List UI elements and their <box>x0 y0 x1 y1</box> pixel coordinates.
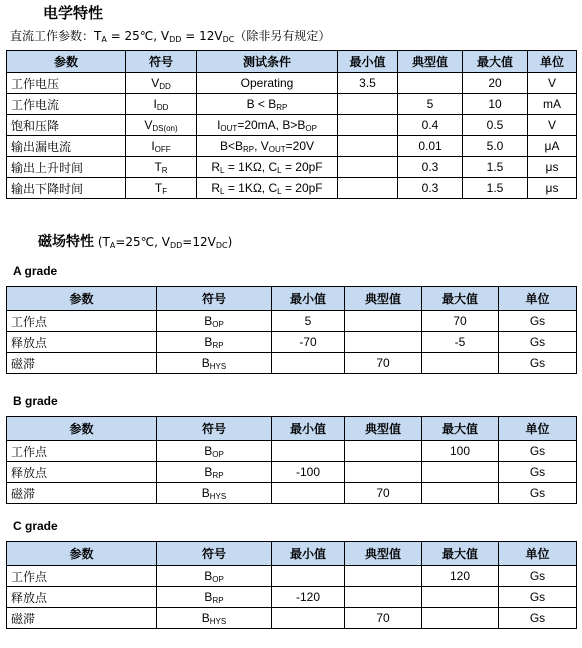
table-row <box>7 587 577 608</box>
cond-sub: L <box>220 166 225 175</box>
elec-cond-prefix: 直流工作参数： <box>10 29 95 43</box>
cond-sub: OUT <box>220 124 238 133</box>
table-row <box>7 608 577 629</box>
min-cell <box>338 157 398 178</box>
param-cell: 磁滞 <box>7 353 157 374</box>
table-row <box>7 353 577 374</box>
mag-cond: =25℃, V <box>115 235 170 249</box>
unit-cell: Gs <box>499 483 577 504</box>
param-cell: 输出漏电流 <box>7 136 126 157</box>
col-header: 符号 <box>157 417 272 441</box>
max-cell <box>422 608 499 629</box>
min-cell: -70 <box>272 332 345 353</box>
sym-sub: DD <box>156 103 169 112</box>
mag-title: 磁场特性 <box>38 234 94 250</box>
unit-cell: Gs <box>499 332 577 353</box>
condition-cell: Operating <box>197 73 338 94</box>
typ-cell <box>345 311 422 332</box>
sym-sub: RP <box>212 471 224 480</box>
sym: T <box>154 160 162 174</box>
param-cell: 输出上升时间 <box>7 157 126 178</box>
typ-cell: 70 <box>345 483 422 504</box>
symbol-cell <box>157 311 272 332</box>
sym-sub: OP <box>212 575 224 584</box>
cond-vdd: V <box>160 29 170 43</box>
max-cell: 20 <box>463 73 528 94</box>
condition-cell <box>197 136 338 157</box>
unit-cell: Gs <box>499 311 577 332</box>
cond-sub: L <box>220 187 225 196</box>
sym-sub: HYS <box>209 492 227 501</box>
typ-cell <box>345 441 422 462</box>
max-cell <box>422 483 499 504</box>
sym-sub: OP <box>212 450 224 459</box>
cond-ta: T <box>94 29 102 43</box>
min-cell: 5 <box>272 311 345 332</box>
mag-cond-sub: A <box>109 241 116 250</box>
unit-cell: Gs <box>499 566 577 587</box>
grade-header-row <box>7 417 577 441</box>
cond-vdc-sub: DC <box>222 35 235 44</box>
sym-sub: OP <box>212 320 224 329</box>
unit-cell: μs <box>528 157 577 178</box>
mag-heading <box>38 231 232 251</box>
cond-ta-sub: A <box>101 35 107 44</box>
param-cell: 输出下降时间 <box>7 178 126 199</box>
condition-cell <box>197 178 338 199</box>
cond-note: （除非另有规定） <box>234 29 331 43</box>
table-row <box>7 94 577 115</box>
cond-part: = 20pF <box>281 181 323 195</box>
table-row <box>7 73 577 94</box>
cond-vdd-sub: DD <box>169 35 182 44</box>
symbol-cell <box>126 157 197 178</box>
col-header: 测试条件 <box>197 51 338 73</box>
col-header: 最小值 <box>272 542 345 566</box>
typ-cell <box>398 73 463 94</box>
typ-cell: 70 <box>345 608 422 629</box>
sym-sub: HYS <box>209 362 227 371</box>
table-row <box>7 115 577 136</box>
col-header: 最大值 <box>422 287 499 311</box>
col-header: 最大值 <box>422 417 499 441</box>
grade-label: C grade <box>13 519 58 533</box>
mag-cond-sub: DD <box>169 241 183 250</box>
unit-cell: V <box>528 115 577 136</box>
typ-cell <box>345 462 422 483</box>
unit-cell: V <box>528 73 577 94</box>
param-cell: 饱和压降 <box>7 115 126 136</box>
sym: I <box>151 139 155 153</box>
typ-cell <box>345 566 422 587</box>
sym: B <box>204 569 213 583</box>
max-cell: 5.0 <box>463 136 528 157</box>
cond-part: = 20pF <box>281 160 323 174</box>
sym: B <box>204 590 213 604</box>
sym: B <box>204 444 213 458</box>
symbol-cell <box>157 332 272 353</box>
col-header: 参数 <box>7 542 157 566</box>
mag-cond: ) <box>227 235 233 249</box>
cond-sub: RP <box>276 103 288 112</box>
cond-part: B < B <box>246 97 277 111</box>
sym: B <box>204 465 213 479</box>
symbol-cell <box>157 566 272 587</box>
max-cell: 0.5 <box>463 115 528 136</box>
col-header: 最大值 <box>422 542 499 566</box>
typ-cell <box>345 332 422 353</box>
col-header: 典型值 <box>398 51 463 73</box>
col-header: 最大值 <box>463 51 528 73</box>
grade-b-table <box>6 416 577 504</box>
sym: I <box>153 97 157 111</box>
sym: B <box>201 611 210 625</box>
param-cell: 工作电压 <box>7 73 126 94</box>
param-cell: 工作点 <box>7 566 157 587</box>
grade-header-row <box>7 542 577 566</box>
condition-cell <box>197 157 338 178</box>
col-header: 符号 <box>157 287 272 311</box>
max-cell: 120 <box>422 566 499 587</box>
typ-cell: 5 <box>398 94 463 115</box>
symbol-cell <box>126 178 197 199</box>
min-cell <box>338 94 398 115</box>
sym: B <box>201 356 210 370</box>
table-row <box>7 441 577 462</box>
cond-part: I <box>217 118 221 132</box>
sym: B <box>204 335 213 349</box>
col-header: 典型值 <box>345 417 422 441</box>
sym-sub: R <box>161 166 168 175</box>
typ-cell: 0.3 <box>398 178 463 199</box>
col-header: 最小值 <box>272 417 345 441</box>
min-cell <box>272 483 345 504</box>
max-cell <box>422 353 499 374</box>
unit-cell: Gs <box>499 353 577 374</box>
cond-part: = 1KΩ, C <box>224 160 278 174</box>
symbol-cell <box>157 353 272 374</box>
grade-label: B grade <box>13 394 58 408</box>
elec-conditions <box>10 27 330 44</box>
symbol-cell <box>157 483 272 504</box>
table-row <box>7 566 577 587</box>
symbol-cell <box>126 136 197 157</box>
param-cell: 释放点 <box>7 462 157 483</box>
max-cell <box>422 587 499 608</box>
param-cell: 磁滞 <box>7 483 157 504</box>
param-cell: 释放点 <box>7 587 157 608</box>
unit-cell: Gs <box>499 462 577 483</box>
min-cell <box>338 178 398 199</box>
sym-sub: DS(on) <box>152 124 178 133</box>
cond-part: = 1KΩ, C <box>224 181 278 195</box>
table-row <box>7 462 577 483</box>
param-cell: 磁滞 <box>7 608 157 629</box>
condition-cell <box>197 115 338 136</box>
param-cell: 工作电流 <box>7 94 126 115</box>
unit-cell: mA <box>528 94 577 115</box>
sym: V <box>151 76 160 90</box>
typ-cell: 0.01 <box>398 136 463 157</box>
symbol-cell <box>157 587 272 608</box>
grade-label: A grade <box>13 264 58 278</box>
sym-sub: RP <box>212 341 224 350</box>
cond-vdd-val: = 12V <box>181 29 223 43</box>
sym-sub: F <box>162 187 168 196</box>
mag-cond: (T <box>94 235 110 249</box>
mag-cond-sub: DC <box>215 241 228 250</box>
unit-cell: Gs <box>499 441 577 462</box>
table-row <box>7 178 577 199</box>
min-cell: -100 <box>272 462 345 483</box>
typ-cell <box>345 587 422 608</box>
mag-cond: =12V <box>182 235 216 249</box>
sym: B <box>204 314 213 328</box>
col-header: 参数 <box>7 287 157 311</box>
cond-sub: RP <box>242 145 255 154</box>
col-header: 最小值 <box>338 51 398 73</box>
elec-title: 电学特性 <box>43 4 104 22</box>
col-header: 最小值 <box>272 287 345 311</box>
col-header: 单位 <box>499 287 577 311</box>
unit-cell: μA <box>528 136 577 157</box>
min-cell <box>338 115 398 136</box>
col-header: 符号 <box>157 542 272 566</box>
col-header: 参数 <box>7 51 126 73</box>
min-cell <box>272 353 345 374</box>
table-row <box>7 311 577 332</box>
sym-sub: HYS <box>209 617 227 626</box>
unit-cell: Gs <box>499 608 577 629</box>
typ-cell: 0.3 <box>398 157 463 178</box>
cond-part: R <box>211 181 221 195</box>
typ-cell: 0.4 <box>398 115 463 136</box>
max-cell: 1.5 <box>463 178 528 199</box>
cond-sub: OUT <box>268 145 286 154</box>
elec-header-row <box>7 51 577 73</box>
max-cell: 100 <box>422 441 499 462</box>
min-cell <box>272 566 345 587</box>
col-header: 单位 <box>499 542 577 566</box>
symbol-cell <box>157 462 272 483</box>
sym: V <box>144 118 153 132</box>
cond-sub: L <box>277 166 282 175</box>
col-header: 典型值 <box>345 542 422 566</box>
col-header: 参数 <box>7 417 157 441</box>
table-row <box>7 157 577 178</box>
max-cell: -5 <box>422 332 499 353</box>
min-cell: -120 <box>272 587 345 608</box>
param-cell: 释放点 <box>7 332 157 353</box>
min-cell <box>272 441 345 462</box>
sym: T <box>154 181 163 195</box>
grade-c-table <box>6 541 577 629</box>
unit-cell: Gs <box>499 587 577 608</box>
sym-sub: RP <box>212 596 224 605</box>
min-cell <box>338 136 398 157</box>
cond-ta-val: = 25℃, <box>106 29 161 43</box>
col-header: 典型值 <box>345 287 422 311</box>
max-cell: 10 <box>463 94 528 115</box>
min-cell <box>272 608 345 629</box>
table-row <box>7 483 577 504</box>
cond-sub: L <box>277 187 282 196</box>
symbol-cell <box>126 94 197 115</box>
param-cell: 工作点 <box>7 441 157 462</box>
cond-part: B<B <box>219 139 243 153</box>
min-cell: 3.5 <box>338 73 398 94</box>
max-cell <box>422 462 499 483</box>
symbol-cell <box>157 441 272 462</box>
table-row <box>7 136 577 157</box>
cond-part: R <box>211 160 221 174</box>
cond-part: =20V <box>285 139 315 153</box>
col-header: 单位 <box>528 51 577 73</box>
symbol-cell <box>157 608 272 629</box>
symbol-cell <box>126 73 197 94</box>
cond-part: =20mA, B>B <box>237 118 306 132</box>
param-cell: 工作点 <box>7 311 157 332</box>
table-row <box>7 332 577 353</box>
condition-cell <box>197 94 338 115</box>
sym-sub: DD <box>159 82 171 91</box>
typ-cell: 70 <box>345 353 422 374</box>
grade-a-table <box>6 286 577 374</box>
max-cell: 1.5 <box>463 157 528 178</box>
symbol-cell <box>126 115 197 136</box>
elec-table <box>6 50 577 199</box>
max-cell: 70 <box>422 311 499 332</box>
col-header: 单位 <box>499 417 577 441</box>
unit-cell: μs <box>528 178 577 199</box>
cond-part: , V <box>254 139 269 153</box>
col-header: 符号 <box>126 51 197 73</box>
sym-sub: OFF <box>154 145 171 154</box>
cond-sub: OP <box>305 124 317 133</box>
grade-header-row <box>7 287 577 311</box>
sym: B <box>201 486 210 500</box>
